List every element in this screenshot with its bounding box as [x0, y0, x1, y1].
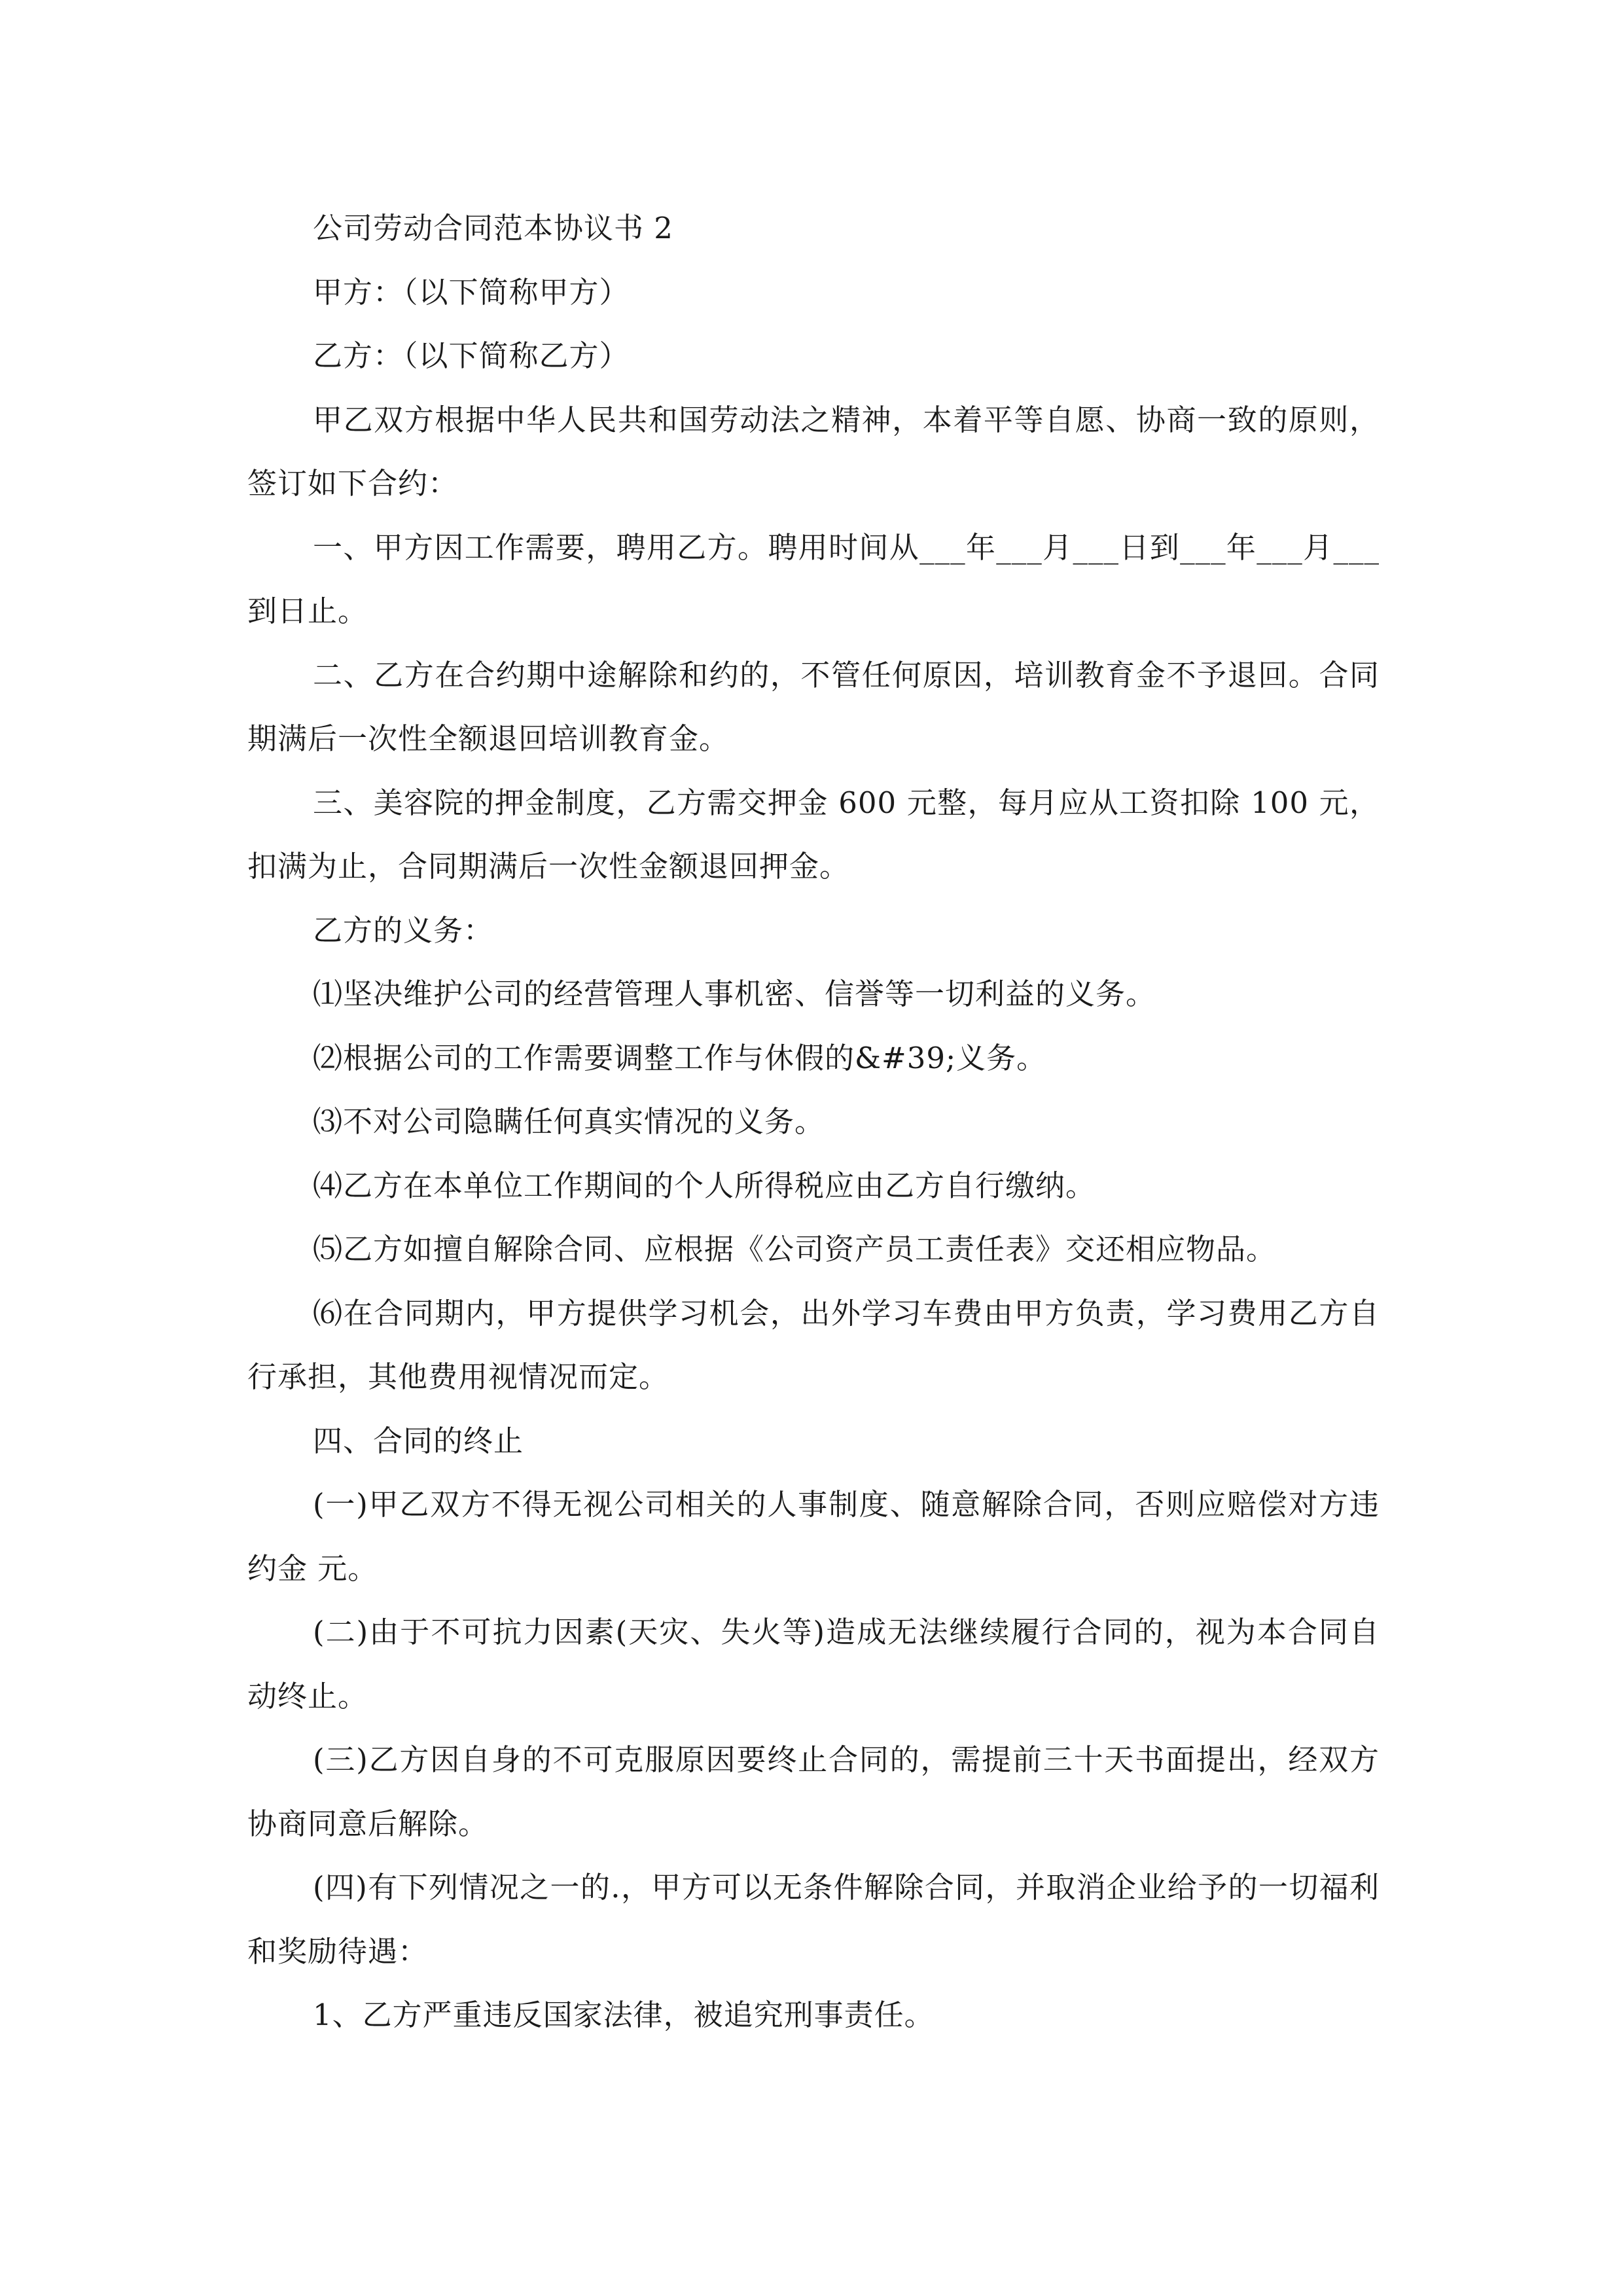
clause-1-employment-period: 一、甲方因工作需要，聘用乙方。聘用时间从___年___月___日到___年___月___到日止。: [247, 529, 1380, 628]
obligation-item: ⑴坚决维护公司的经营管理人事机密、信誉等一切利益的义务。: [313, 977, 1156, 1011]
obligation-item: ⑷乙方在本单位工作期间的个人所得税应由乙方自行缴纳。: [313, 1168, 1096, 1203]
party-b-line: 乙方：（以下简称乙方）: [313, 338, 630, 373]
termination-item: (四)有下列情况之一的.，甲方可以无条件解除合同，并取消企业给予的一切福利和奖励待遇：: [247, 1870, 1380, 1969]
termination-item: (一)甲乙双方不得无视公司相关的人事制度、随意解除合同，否则应赔偿对方违约金 元。: [247, 1487, 1380, 1586]
clause-2-training-fee: 二、乙方在合约期中途解除和约的，不管任何原因，培训教育金不予退回。合同期满后一次性全额退回培训教育金。: [247, 657, 1380, 756]
section-4-heading: 四、合同的终止: [313, 1423, 524, 1458]
document-title: 公司劳动合同范本协议书 2: [313, 211, 673, 245]
obligation-item: ⑵根据公司的工作需要调整工作与休假的&#39;义务。: [313, 1040, 1047, 1075]
termination-item: (三)乙方因自身的不可克服原因要终止合同的，需提前三十天书面提出，经双方协商同意后解除。: [247, 1742, 1380, 1841]
preamble-paragraph: 甲乙双方根据中华人民共和国劳动法之精神，本着平等自愿、协商一致的原则，签订如下合约：: [247, 402, 1380, 501]
obligation-item: ⑶不对公司隐瞒任何真实情况的义务。: [313, 1104, 825, 1139]
obligation-item: ⑸乙方如擅自解除合同、应根据《公司资产员工责任表》交还相应物品。: [313, 1232, 1277, 1266]
obligation-item: ⑹在合同期内，甲方提供学习机会，出外学习车费由甲方负责，学习费用乙方自行承担，其他费用视情况而定。: [247, 1295, 1380, 1394]
party-b-obligations-heading: 乙方的义务：: [313, 912, 494, 948]
termination-subitem: 1、乙方严重违反国家法律，被追究刑事责任。: [313, 1998, 935, 2032]
party-a-line: 甲方：（以下简称甲方）: [313, 274, 630, 310]
document-body: [247, 196, 1380, 2047]
clause-3-deposit: 三、美容院的押金制度，乙方需交押金 600 元整，每月应从工资扣除 100 元，扣满为止，合同期满后一次性金额退回押金。: [247, 785, 1380, 884]
termination-item: (二)由于不可抗力因素(天灾、失火等)造成无法继续履行合同的，视为本合同自动终止。: [247, 1615, 1380, 1713]
